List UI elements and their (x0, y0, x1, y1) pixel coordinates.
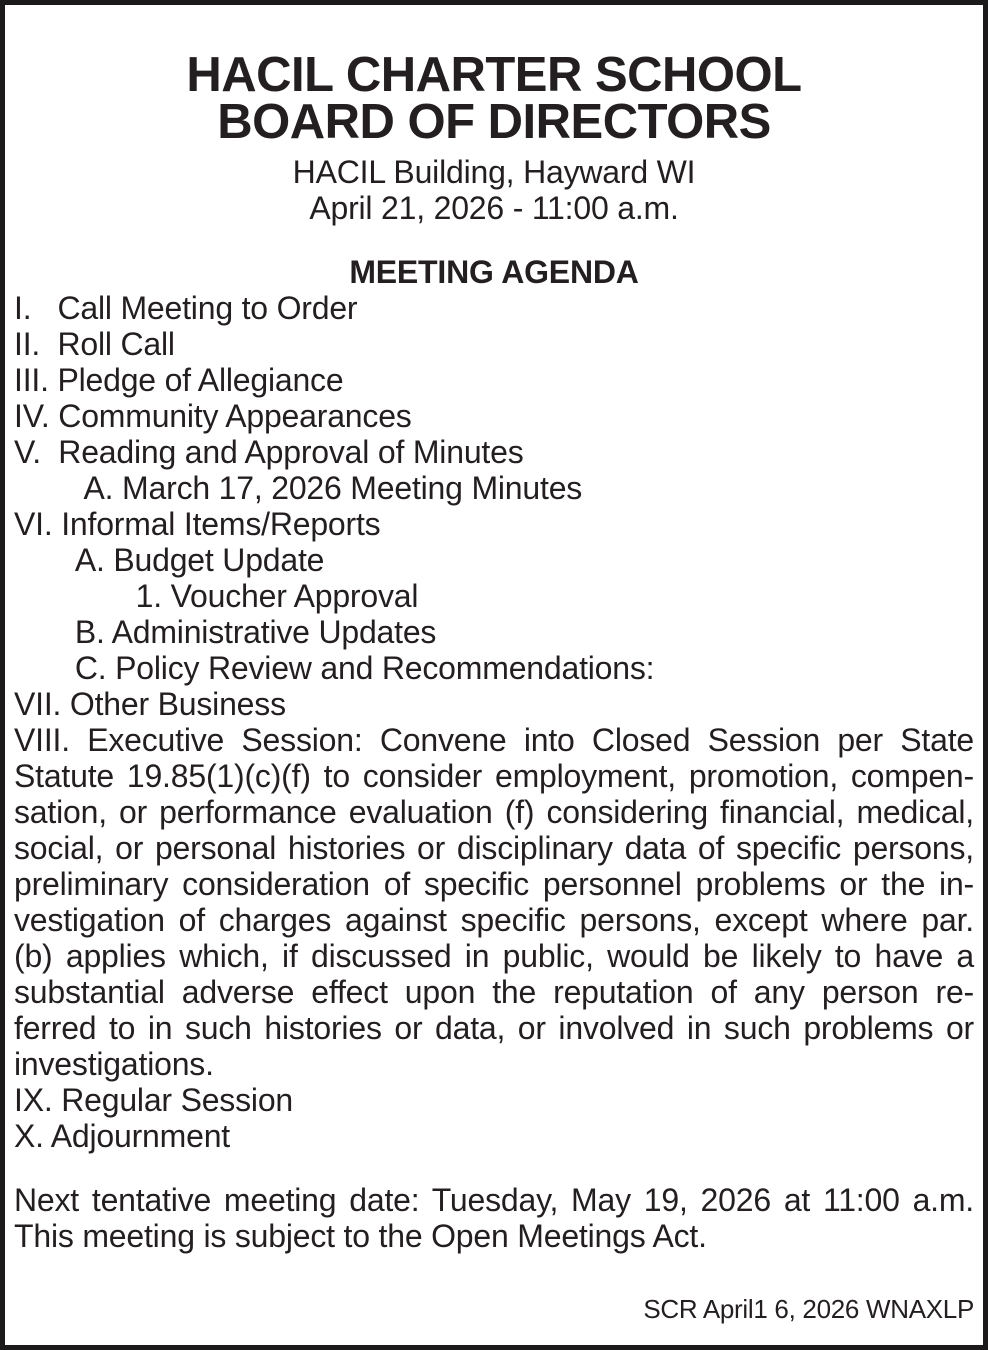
agenda-subitem-voucher-approval: 1. Voucher Approval (14, 578, 419, 614)
agenda-item-adjournment: X. Adjournment (14, 1118, 230, 1154)
closing-agenda-items (14, 1082, 974, 1154)
open-meetings-act-line: This meeting is subject to the Open Meetings Act. (14, 1218, 707, 1254)
meeting-datetime: April 21, 2026 - 11:00 a.m. (309, 190, 679, 226)
agenda-subitem-policy-review: C. Policy Review and Recommendations: (14, 650, 655, 686)
publication-reference-line: SCR April1 6, 2026 WNAXLP (643, 1294, 974, 1324)
executive-session-line: Statute 19.85(1)(c)(f) to consider employment, promotion, compen- (14, 758, 974, 794)
agenda-item-other-business: VII. Other Business (14, 686, 286, 722)
agenda-list (14, 290, 974, 722)
notice-header (14, 48, 974, 226)
executive-session-line: social, or personal histories or disciplinary data of specific persons, (14, 830, 974, 866)
agenda-item-informal-items: VI. Informal Items/Reports (14, 506, 381, 542)
agenda-subitem-march-minutes: A. March 17, 2026 Meeting Minutes (14, 470, 583, 506)
agenda-item-roll-call: II. Roll Call (14, 326, 175, 362)
org-title-line-2: BOARD OF DIRECTORS (217, 95, 771, 149)
org-title-line-1: HACIL CHARTER SCHOOL (186, 48, 802, 102)
executive-session-line: substantial adverse effect upon the reputation of any person re- (14, 974, 974, 1010)
agenda-item-call-to-order: I. Call Meeting to Order (14, 290, 358, 326)
meeting-info (14, 154, 974, 226)
agenda-heading: MEETING AGENDA (349, 254, 639, 290)
executive-session-last-line: investigations. (14, 1046, 214, 1082)
agenda-item-community-appearances: IV. Community Appearances (14, 398, 412, 434)
executive-session-paragraph (14, 722, 974, 1082)
agenda-item-regular-session: IX. Regular Session (14, 1082, 294, 1118)
agenda-item-minutes: V. Reading and Approval of Minutes (14, 434, 524, 470)
meeting-location: HACIL Building, Hayward WI (292, 154, 696, 190)
next-meeting-date-line: Next tentative meeting date: Tuesday, May 19, 2026 at 11:00 a.m. (14, 1182, 974, 1218)
executive-session-line: VIII. Executive Session: Convene into Closed Session per State (14, 722, 974, 758)
executive-session-line: ferred to in such histories or data, or involved in such problems or (14, 1010, 974, 1046)
executive-session-line: sation, or performance evaluation (f) considering financial, medical, (14, 794, 974, 830)
next-meeting-paragraph (14, 1182, 974, 1254)
agenda-item-pledge: III. Pledge of Allegiance (14, 362, 344, 398)
executive-session-line: preliminary consideration of specific personnel problems or the in- (14, 866, 974, 902)
agenda-subitem-budget-update: A. Budget Update (14, 542, 325, 578)
agenda-subitem-administrative-updates: B. Administrative Updates (14, 614, 437, 650)
executive-session-line: vestigation of charges against specific persons, except where par. (14, 902, 974, 938)
executive-session-line: (b) applies which, if discussed in public, would be likely to have a (14, 938, 974, 974)
